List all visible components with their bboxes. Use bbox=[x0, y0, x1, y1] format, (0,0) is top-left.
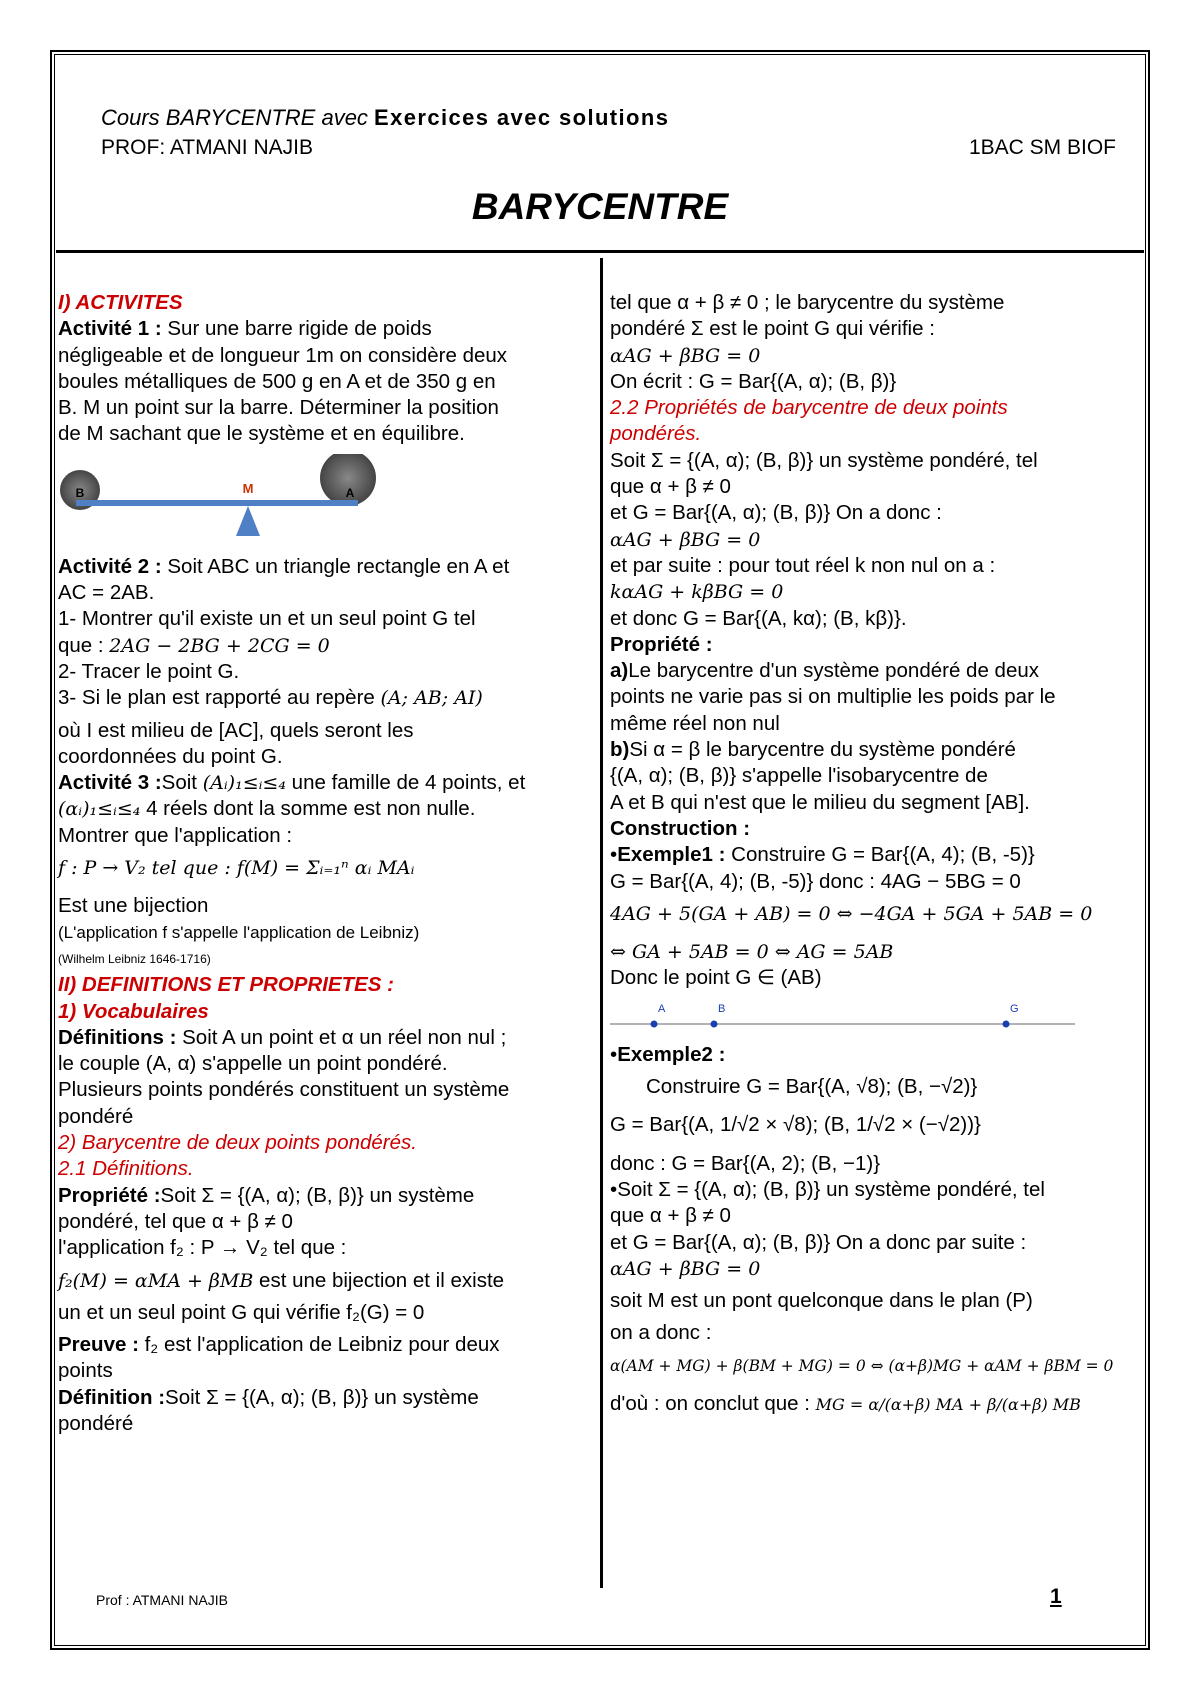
exemple1-eq3: 4AG + 5(GA + AB) = 0 ⇔ −4GA + 5GA + 5AB = 0 bbox=[610, 902, 1093, 925]
activite3-text2: 4 réels dont la somme est non nulle. bbox=[140, 797, 476, 821]
definitions-line3: Plusieurs points pondérés constituent un système bbox=[58, 1078, 510, 1102]
right-eq10: αAG + βBG = 0 bbox=[610, 528, 761, 551]
activite1-line5: de M sachant que le système et en équilibre. bbox=[58, 422, 465, 446]
exemple1-text: Construire G = Bar{(A, 4); (B, -5)} bbox=[725, 843, 1035, 867]
section-definitions: II) DEFINITIONS ET PROPRIETES : bbox=[58, 973, 394, 997]
left-column bbox=[58, 290, 593, 1437]
pivot-triangle bbox=[236, 506, 260, 536]
right-propriete-label: Propriété : bbox=[610, 632, 713, 656]
activite2-que: que : bbox=[58, 633, 110, 657]
right-line9: et G = Bar{(A, α); (B, β)} On a donc : bbox=[610, 501, 942, 525]
right-line2: pondéré Σ est le point G qui vérifie : bbox=[610, 317, 935, 341]
preuve-label: Preuve : bbox=[58, 1333, 139, 1357]
construction-label: Construction : bbox=[610, 816, 751, 840]
activite3-soit: Soit bbox=[161, 771, 203, 795]
prop-b-line2: {(A, α); (B, β)} s'appelle l'isobarycentre de bbox=[610, 764, 988, 788]
bullet-icon: • bbox=[610, 1177, 618, 1201]
exemple1-line5: Donc le point G ∈ (AB) bbox=[610, 966, 822, 990]
fig-label-m: M bbox=[242, 480, 254, 496]
activite3-line6: (L'application f s'appelle l'application de Leibniz) bbox=[58, 922, 420, 942]
propriete-label: Propriété : bbox=[58, 1183, 161, 1207]
section-vocabulaires: 1) Vocabulaires bbox=[58, 999, 209, 1023]
activite2-text: Soit ABC un triangle rectangle en A et bbox=[161, 554, 510, 578]
activite2-q3: 3- Si le plan est rapporté au repère bbox=[58, 686, 381, 710]
activite2-line8: coordonnées du point G. bbox=[58, 744, 283, 768]
bullet-line8-text: d'où : on conclut que : bbox=[610, 1391, 816, 1415]
right-line1: tel que α + β ≠ 0 ; le barycentre du système bbox=[610, 291, 1005, 314]
activite1-label: Activité 1 : bbox=[58, 317, 162, 341]
activite3-text: une famille de 4 points, et bbox=[285, 771, 526, 795]
activite2-line7: où I est milieu de [AC], quels seront les bbox=[58, 718, 414, 742]
right-line7: Soit Σ = {(A, α); (B, β)} un système pondéré, tel bbox=[610, 448, 1038, 472]
propriete-f2-eq: f₂(M) = αMA + βMB bbox=[58, 1269, 254, 1292]
definition-line2: pondéré bbox=[58, 1411, 134, 1435]
bullet-eq8: MG = α/(α+β) MA + β/(α+β) MB bbox=[815, 1394, 1081, 1414]
activite2-line3: 1- Montrer qu'il existe un et un seul point G tel bbox=[58, 607, 476, 631]
bar-rod bbox=[76, 500, 358, 506]
right-line4: On écrit : G = Bar{(A, α); (B, β)} bbox=[610, 369, 897, 393]
header-exercices: Exercices avec solutions bbox=[374, 105, 670, 130]
exemple2-line2: G = Bar{(A, 1/√2 × √8); (B, 1/√2 × (−√2))} bbox=[610, 1113, 981, 1137]
right-line13: et donc G = Bar{(A, kα); (B, kβ)}. bbox=[610, 606, 907, 630]
propriete-line2: pondéré, tel que α + β ≠ 0 bbox=[58, 1209, 293, 1233]
header-box bbox=[56, 56, 1144, 253]
point-b-label: B bbox=[718, 1002, 726, 1015]
activite2-line5: 2- Tracer le point G. bbox=[58, 659, 240, 683]
definition-text: Soit Σ = {(A, α); (B, β)} un système bbox=[165, 1385, 479, 1409]
exemple2-label: Exemple2 : bbox=[617, 1042, 726, 1066]
propriete-line3: l'application f₂ : P → V₂ tel que : bbox=[58, 1236, 347, 1260]
activite2-eq1: 2AG − 2BG + 2CG = 0 bbox=[109, 634, 330, 657]
balance-figure bbox=[58, 454, 398, 546]
bullet-icon: • bbox=[610, 1042, 618, 1066]
prop-b-label: b) bbox=[610, 738, 630, 762]
bullet-line3: et G = Bar{(A, α); (B, β)} On a donc par suite : bbox=[610, 1230, 1027, 1254]
bullet-icon: • bbox=[610, 843, 618, 867]
definition-label: Définition : bbox=[58, 1385, 166, 1409]
barycentre-def-eq: αAG + βBG = 0 bbox=[610, 344, 761, 367]
activite1-line3: boules métalliques de 500 g en A et de 350 g en bbox=[58, 369, 496, 393]
definitions-label: Définitions : bbox=[58, 1025, 177, 1049]
activite3-family: (Aᵢ)₁≤ᵢ≤₄ bbox=[202, 772, 286, 795]
header-prof: PROF: ATMANI NAJIB bbox=[101, 136, 313, 159]
propriete-text: Soit Σ = {(A, α); (B, β)} un système bbox=[160, 1183, 475, 1207]
section-barycentre-deux-points: 2) Barycentre de deux points pondérés. bbox=[58, 1131, 417, 1155]
right-line8: que α + β ≠ 0 bbox=[610, 475, 731, 499]
footer-prof: Prof : ATMANI NAJIB bbox=[96, 1592, 228, 1608]
bullet-eq7: α(AM + MG) + β(BM + MG) = 0 ⇔ (α+β)MG + αAM + βBM = 0 bbox=[610, 1356, 1114, 1375]
bullet-eq4: αAG + βBG = 0 bbox=[610, 1257, 761, 1280]
bullet-line1: Soit Σ = {(A, α); (B, β)} un système pondéré, tel bbox=[617, 1177, 1045, 1201]
right-column bbox=[610, 290, 1145, 1418]
activite3-line7: (Wilhelm Leibniz 1646-1716) bbox=[58, 951, 211, 966]
activite1-line2: négligeable et de longueur 1m on considère deux bbox=[58, 343, 508, 367]
header-barycentre-avec: BARYCENTRE avec bbox=[159, 105, 375, 130]
header-cours: Cours bbox=[101, 105, 160, 130]
prop-b-text: Si α = β le barycentre du système pondéré bbox=[629, 738, 1016, 762]
propriete-line5: un et un seul point G qui vérifie f₂(G) = 0 bbox=[58, 1300, 425, 1324]
prop-a-text: Le barycentre d'un système pondéré de deux bbox=[628, 659, 1039, 683]
prop-a-label: a) bbox=[610, 659, 629, 683]
definitions-line2: le couple (A, α) s'appelle un point pondéré. bbox=[58, 1052, 448, 1076]
section-2-1-definitions: 2.1 Définitions. bbox=[58, 1157, 194, 1181]
prop-b-line3: A et B qui n'est que le milieu du segment [AB]. bbox=[610, 790, 1030, 814]
activite3-line5: Est une bijection bbox=[58, 894, 209, 918]
activite3-line3: Montrer que l'application : bbox=[58, 823, 293, 847]
point-a bbox=[651, 1020, 658, 1027]
exemple2-line1: Construire G = Bar{(A, √8); (B, −√2)} bbox=[646, 1075, 978, 1099]
bullet-line5: soit M est un pont quelconque dans le plan (P) bbox=[610, 1289, 1033, 1313]
activite3-label: Activité 3 : bbox=[58, 771, 162, 795]
activite1-text: Sur une barre rigide de poids bbox=[161, 317, 432, 341]
preuve-text: f₂ est l'application de Leibniz pour deux bbox=[138, 1333, 500, 1357]
section-2-2-proprietes-line2: pondérés. bbox=[610, 422, 702, 446]
exemple1-line2: G = Bar{(A, 4); (B, -5)} donc : 4AG − 5BG = 0 bbox=[610, 869, 1021, 893]
point-g bbox=[1003, 1020, 1010, 1027]
right-line11: et par suite : pour tout réel k non nul on a : bbox=[610, 553, 996, 577]
definitions-text: Soit A un point et α un réel non nul ; bbox=[176, 1025, 507, 1049]
bullet-line2: que α + β ≠ 0 bbox=[610, 1204, 731, 1228]
section-activites: I) ACTIVITES bbox=[58, 291, 183, 314]
propriete-line4-end: est une bijection et il existe bbox=[253, 1268, 505, 1292]
point-g-label: G bbox=[1010, 1002, 1019, 1015]
definitions-line4: pondéré bbox=[58, 1104, 134, 1128]
fig-label-a: A bbox=[345, 485, 355, 500]
point-a-label: A bbox=[658, 1002, 666, 1015]
header-course-line bbox=[101, 105, 669, 131]
fig-label-b: B bbox=[75, 485, 85, 500]
exemple1-eq4: ⇔ GA + 5AB = 0 ⇔ AG = 5AB bbox=[610, 941, 894, 964]
page-title: BARYCENTRE bbox=[471, 186, 729, 227]
header-level: 1BAC SM BIOF bbox=[968, 136, 1116, 159]
point-b bbox=[711, 1020, 718, 1027]
prop-a-line2: points ne varie pas si on multiplie les poids par le bbox=[610, 685, 1056, 709]
right-eq12: kαAG + kβBG = 0 bbox=[610, 581, 784, 604]
activite2-line2: AC = 2AB. bbox=[58, 581, 155, 605]
activite3-reals: (αᵢ)₁≤ᵢ≤₄ bbox=[58, 798, 141, 821]
exemple2-line3: donc : G = Bar{(A, 2); (B, −1)} bbox=[610, 1151, 881, 1175]
exemple1-label: Exemple1 : bbox=[617, 843, 726, 867]
preuve-line2: points bbox=[58, 1359, 113, 1383]
page-number: 1 bbox=[1050, 1585, 1062, 1608]
line-ab-figure bbox=[610, 998, 1080, 1034]
leibniz-map-eq: f : P → V₂ tel que : f(M) = Σᵢ₌₁ⁿ αᵢ MAᵢ bbox=[58, 857, 415, 880]
prop-a-line3: même réel non nul bbox=[610, 711, 780, 735]
bullet-line6: on a donc : bbox=[610, 1321, 712, 1345]
activite2-label: Activité 2 : bbox=[58, 554, 162, 578]
column-divider bbox=[600, 258, 603, 1588]
activite1-line4: B. M un point sur la barre. Déterminer la position bbox=[58, 396, 499, 420]
activite2-repere: (A; AB; AI) bbox=[380, 687, 483, 710]
section-2-2-proprietes: 2.2 Propriétés de barycentre de deux points bbox=[610, 396, 1008, 420]
